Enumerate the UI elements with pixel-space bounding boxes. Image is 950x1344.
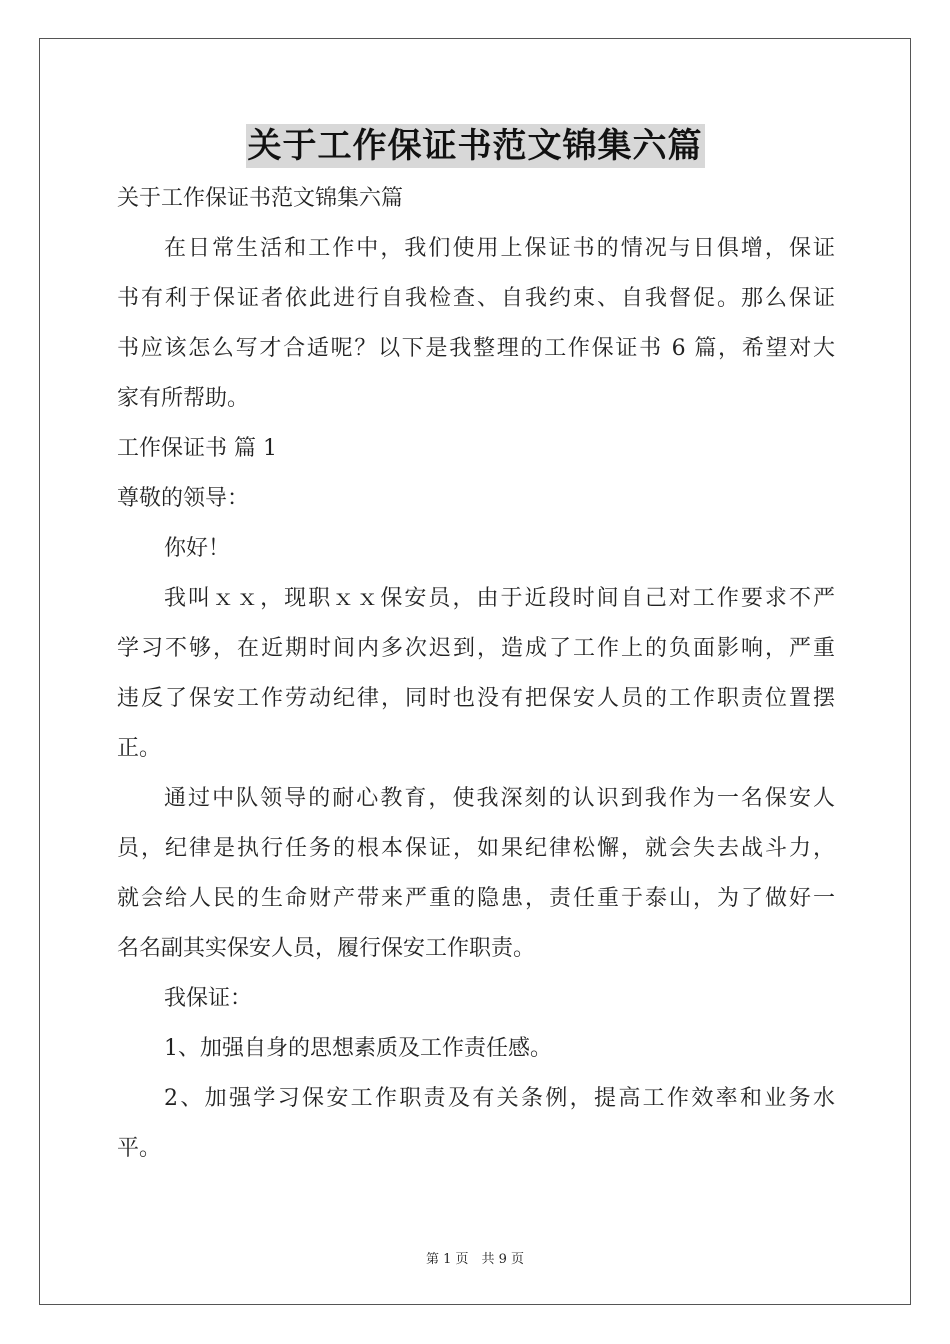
para1-line-3: 违反了保安工作劳动纪律，同时也没有把保安人员的工作职责位置摆 [117, 686, 835, 711]
pledge-item-2-line-2: 平。 [117, 1136, 162, 1161]
title-container [0, 124, 950, 168]
para1-line-2: 学习不够，在近期时间内多次迟到，造成了工作上的负面影响，严重 [117, 636, 835, 661]
intro-line-2: 书有利于保证者依此进行自我检查、自我约束、自我督促。那么保证 [117, 286, 835, 311]
para2-line-1: 通过中队领导的耐心教育，使我深刻的认识到我作为一名保安人 [164, 786, 835, 811]
para2-line-3: 就会给人民的生命财产带来严重的隐患，责任重于泰山，为了做好一 [117, 886, 835, 911]
document-title: 关于工作保证书范文锦集六篇 [247, 126, 703, 166]
greeting: 你好！ [164, 536, 231, 561]
pledge-heading: 我保证： [164, 986, 253, 1011]
page-footer [0, 1248, 950, 1267]
section-heading: 工作保证书 篇 1 [117, 436, 277, 461]
subtitle-line: 关于工作保证书范文锦集六篇 [117, 186, 404, 211]
para2-line-2: 员，纪律是执行任务的根本保证，如果纪律松懈，就会失去战斗力， [117, 836, 835, 861]
pledge-item-1: 1、加强自身的思想素质及工作责任感。 [164, 1036, 552, 1061]
page-number-label: 第 1 页 共 9 页 [425, 1252, 525, 1267]
para1-line-4: 正。 [117, 736, 162, 761]
pledge-item-2-line-1: 2、加强学习保安工作职责及有关条例，提高工作效率和业务水 [164, 1086, 835, 1111]
para2-line-4: 名名副其实保安人员，履行保安工作职责。 [117, 936, 536, 961]
intro-line-1: 在日常生活和工作中，我们使用上保证书的情况与日俱增，保证 [164, 236, 835, 261]
para1-line-1: 我叫ｘｘ，现职ｘｘ保安员，由于近段时间自己对工作要求不严 [164, 586, 835, 611]
salutation: 尊敬的领导： [117, 486, 250, 511]
intro-line-3: 书应该怎么写才合适呢？以下是我整理的工作保证书 6 篇，希望对大 [117, 336, 835, 361]
intro-line-4: 家有所帮助。 [117, 386, 250, 411]
